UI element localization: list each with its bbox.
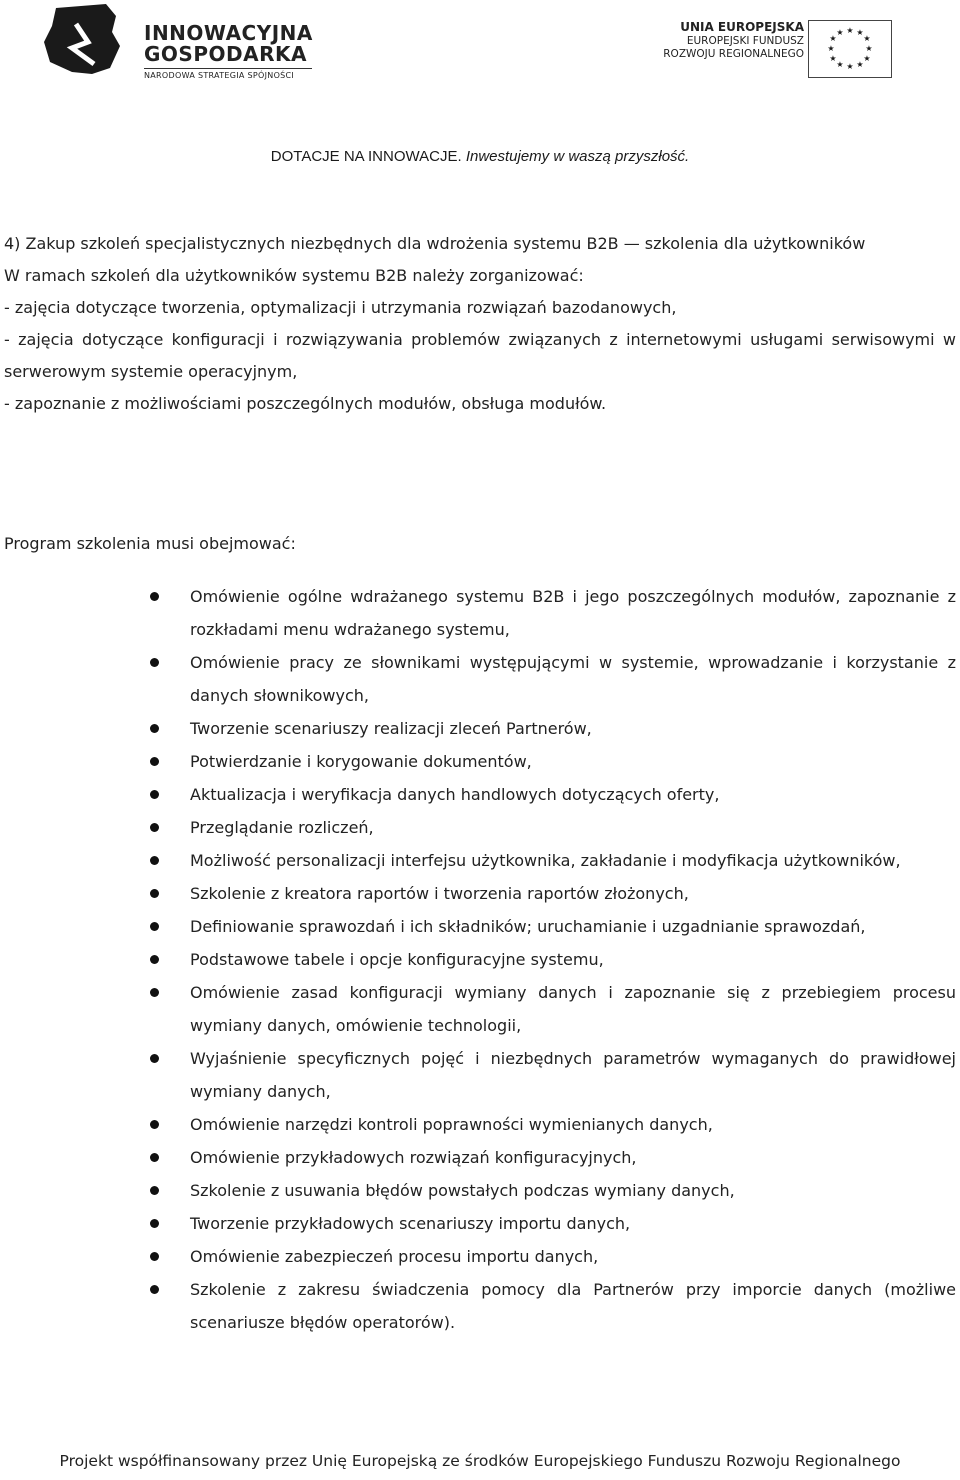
svg-text:★: ★: [836, 60, 844, 69]
svg-text:★: ★: [829, 54, 837, 63]
eu-logo: [658, 20, 898, 80]
section-title: 4) Zakup szkoleń specjalistycznych niezbędnych dla wdrożenia systemu B2B — szkolenia dla użytkowników: [4, 234, 866, 253]
list-item: Omówienie ogólne wdrażanego systemu B2B i jego poszczególnych modułów, zapoznanie z rozkładami menu wdrażanego systemu,: [0, 580, 960, 646]
list-item: Wyjaśnienie specyficznych pojęć i niezbędnych parametrów wymaganych do prawidłowej wymiany danych,: [0, 1042, 960, 1108]
bullet-icon: [150, 955, 159, 964]
list-item: Szkolenie z zakresu świadczenia pomocy dla Partnerów przy imporcie danych (możliwe scenariusze błędów operatorów).: [0, 1273, 960, 1339]
list-item: Tworzenie przykładowych scenariuszy importu danych,: [0, 1207, 960, 1240]
innowacyjna-gospodarka-logo: [36, 2, 313, 80]
bullet-icon: [150, 757, 159, 766]
bullet-icon: [150, 790, 159, 799]
dash-item: - zajęcia dotyczące tworzenia, optymalizacji i utrzymania rozwiązań bazodanowych,: [4, 298, 677, 317]
eu-flag-icon: [808, 20, 892, 78]
list-item: Omówienie zasad konfiguracji wymiany danych i zapoznanie się z przebiegiem procesu wymiany danych, omówienie technologii,: [0, 976, 960, 1042]
list-item: Omówienie przykładowych rozwiązań konfiguracyjnych,: [0, 1141, 960, 1174]
list-item: Szkolenie z usuwania błędów powstałych podczas wymiany danych,: [0, 1174, 960, 1207]
bullet-icon: [150, 1186, 159, 1195]
logo-left-line1: INNOWACYJNA: [144, 21, 313, 45]
program-label: Program szkolenia musi obejmować:: [4, 534, 296, 553]
dash-item: - zajęcia dotyczące konfiguracji i rozwiązywania problemów związanych z internetowymi usługami serwisowymi w serwerowym systemie operacyjnym,: [4, 330, 956, 381]
bullet-icon: [150, 922, 159, 931]
list-item: Tworzenie scenariuszy realizacji zleceń Partnerów,: [0, 712, 960, 745]
program-list: [0, 580, 960, 1339]
list-item: Możliwość personalizacji interfejsu użytkownika, zakładanie i modyfikacja użytkowników,: [0, 844, 960, 877]
svg-text:★: ★: [865, 44, 873, 53]
intro-text: W ramach szkoleń dla użytkowników systemu B2B należy zorganizować:: [4, 266, 584, 285]
poland-shape-icon: [36, 2, 136, 78]
bullet-icon: [150, 1054, 159, 1063]
logo-right-line2: EUROPEJSKI FUNDUSZ: [686, 35, 804, 47]
logo-right-line3: ROZWOJU REGIONALNEGO: [663, 48, 804, 60]
bullet-icon: [150, 1285, 159, 1294]
bullet-icon: [150, 856, 159, 865]
svg-text:★: ★: [856, 28, 864, 37]
svg-text:★: ★: [827, 44, 835, 53]
svg-text:★: ★: [863, 34, 871, 43]
svg-text:★: ★: [846, 26, 854, 35]
list-item: Omówienie pracy ze słownikami występującymi w systemie, wprowadzanie i korzystanie z danych słownikowych,: [0, 646, 960, 712]
bullet-icon: [150, 889, 159, 898]
svg-text:★: ★: [856, 60, 864, 69]
bullet-icon: [150, 823, 159, 832]
logo-left-line3: NARODOWA STRATEGIA SPÓJNOŚCI: [144, 68, 312, 80]
page-header: [0, 0, 960, 140]
bullet-icon: [150, 1120, 159, 1129]
list-item: Definiowanie sprawozdań i ich składników; uruchamianie i uzgadnianie sprawozdań,: [0, 910, 960, 943]
main-content: [0, 228, 960, 420]
bullet-icon: [150, 1219, 159, 1228]
list-item: Omówienie narzędzi kontroli poprawności wymienianych danych,: [0, 1108, 960, 1141]
bullet-icon: [150, 1252, 159, 1261]
svg-text:★: ★: [846, 62, 854, 71]
motto-plain: DOTACJE NA INNOWACJE.: [270, 148, 462, 165]
dash-item: - zapoznanie z możliwościami poszczególnych modułów, obsługa modułów.: [4, 394, 607, 413]
svg-text:★: ★: [829, 34, 837, 43]
bullet-icon: [150, 988, 159, 997]
list-item: Szkolenie z kreatora raportów i tworzenia raportów złożonych,: [0, 877, 960, 910]
bullet-icon: [150, 658, 159, 667]
bullet-icon: [150, 724, 159, 733]
page-footer: Projekt współfinansowany przez Unię Europejską ze środków Europejskiego Funduszu Rozwoju Regionalnego: [59, 1452, 901, 1470]
svg-text:★: ★: [836, 28, 844, 37]
logo-right-line1: UNIA EUROPEJSKA: [680, 20, 804, 34]
list-item: Omówienie zabezpieczeń procesu importu danych,: [0, 1240, 960, 1273]
bullet-icon: [150, 592, 159, 601]
motto-italic: Inwestujemy w waszą przyszłość.: [465, 148, 690, 165]
logo-left-line2: GOSPODARKA: [144, 42, 307, 66]
list-item: Aktualizacja i weryfikacja danych handlowych dotyczących oferty,: [0, 778, 960, 811]
list-item: Podstawowe tabele i opcje konfiguracyjne systemu,: [0, 943, 960, 976]
motto: [0, 148, 960, 165]
bullet-icon: [150, 1153, 159, 1162]
list-item: Potwierdzanie i korygowanie dokumentów,: [0, 745, 960, 778]
svg-text:★: ★: [863, 54, 871, 63]
list-item: Przeglądanie rozliczeń,: [0, 811, 960, 844]
